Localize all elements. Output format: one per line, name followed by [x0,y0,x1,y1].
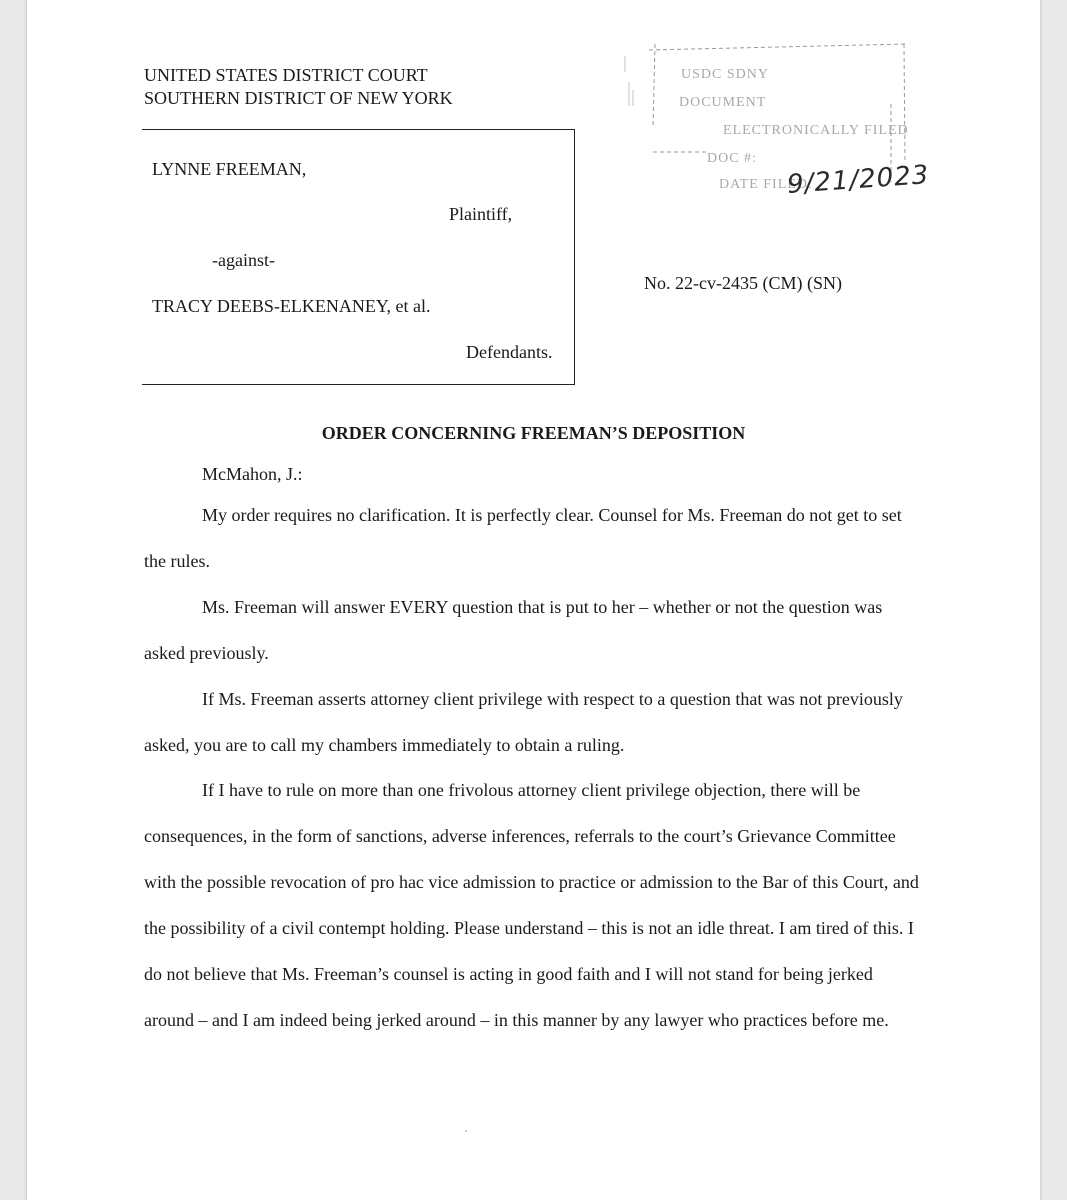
plaintiff-name: LYNNE FREEMAN, [152,159,307,179]
document-page [27,0,1040,1200]
stamp-line5: DATE FILED: [719,177,813,192]
stamp-line1: USDC SDNY [681,67,769,82]
stamp-line3: ELECTRONICALLY FILED [723,123,909,138]
defendant-role: Defendants. [466,342,553,362]
paragraph-3: If Ms. Freeman asserts attorney client privilege with respect to a question that was not previously asked, you are to call my chambers immediately to obtain a ruling. [144,689,903,755]
versus-label: -against- [212,250,275,270]
judge-name: McMahon, J.: [202,464,303,484]
case-number: No. 22-cv-2435 (CM) (SN) [644,273,842,293]
court-name-line2: SOUTHERN DISTRICT OF NEW YORK [144,88,453,108]
handwritten-filing-date: 9/21/2023 [786,160,931,200]
paragraph-4: If I have to rule on more than one frivolous attorney client privilege objection, there will be consequences, in the form of sanctions, adverse inferences, referrals to the court’s Grievance Committee with the possible revocation of pro hac vice admission to practice or admission to the Bar of this Court, and the possibility of a civil contempt holding. Please understand – this is not an idle threat. I am tired of this. I do not believe that Ms. Freeman’s counsel is acting in good faith and I will not stand for being jerked around – and I am indeed being jerked around – in this manner by any lawyer who practices before me. [144,780,919,1030]
court-name-line1: UNITED STATES DISTRICT COURT [144,65,428,85]
stamp-line2: DOCUMENT [679,95,767,110]
paragraph-2: Ms. Freeman will answer EVERY question that is put to her – whether or not the question was asked previously. [144,597,883,663]
page-speck [465,1130,467,1132]
defendant-name: TRACY DEEBS-ELKENANEY, et al. [152,296,431,316]
order-title: ORDER CONCERNING FREEMAN’S DEPOSITION [321,423,746,443]
plaintiff-role: Plaintiff, [449,204,513,224]
paragraph-1: My order requires no clarification. It is perfectly clear. Counsel for Ms. Freeman do not get to set the rules. [144,505,902,571]
stamp-line4: DOC #: [707,151,757,166]
